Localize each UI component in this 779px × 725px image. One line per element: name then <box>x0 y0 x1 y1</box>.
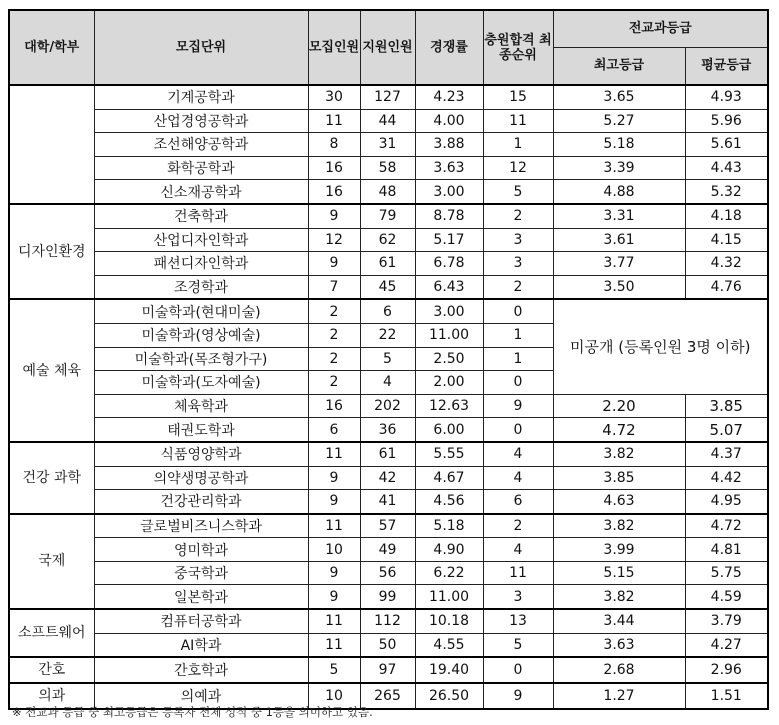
applicants-cell: 62 <box>360 228 415 252</box>
unit-cell: 영미학과 <box>94 538 308 562</box>
unit-cell: 조경학과 <box>94 275 308 299</box>
avg-grade-cell: 4.95 <box>685 490 768 514</box>
ratio-cell: 26.50 <box>415 683 483 709</box>
header-ratio: 경쟁률 <box>415 10 483 85</box>
avg-grade-cell: 3.85 <box>685 394 768 418</box>
quota-cell: 11 <box>308 442 360 466</box>
table-row <box>9 204 768 228</box>
applicants-cell: 202 <box>360 394 415 418</box>
unit-cell: 의약생명공학과 <box>94 466 308 490</box>
ratio-cell: 12.63 <box>415 394 483 418</box>
unit-cell: 기계공학과 <box>94 85 308 109</box>
quota-cell: 10 <box>308 683 360 709</box>
avg-grade-cell: 4.37 <box>685 442 768 466</box>
header-college: 대학/학부 <box>9 10 94 85</box>
applicants-cell: 22 <box>360 323 415 347</box>
applicants-cell: 265 <box>360 683 415 709</box>
ratio-cell: 6.78 <box>415 252 483 276</box>
quota-cell: 9 <box>308 466 360 490</box>
unit-cell: 건강관리학과 <box>94 490 308 514</box>
best-grade-cell: 4.72 <box>553 418 685 442</box>
ratio-cell: 5.55 <box>415 442 483 466</box>
college-cell: 건강 과학 <box>9 442 94 514</box>
unit-cell: 식품영양학과 <box>94 442 308 466</box>
rank-cell: 9 <box>483 683 553 709</box>
ratio-cell: 3.00 <box>415 299 483 323</box>
header-avg-grade: 평균등급 <box>685 47 768 85</box>
quota-cell: 11 <box>308 633 360 657</box>
ratio-cell: 4.00 <box>415 109 483 133</box>
applicants-cell: 6 <box>360 299 415 323</box>
applicants-cell: 57 <box>360 514 415 538</box>
ratio-cell: 5.18 <box>415 514 483 538</box>
avg-grade-cell: 4.59 <box>685 585 768 609</box>
avg-grade-cell: 5.75 <box>685 561 768 585</box>
applicants-cell: 61 <box>360 252 415 276</box>
best-grade-cell: 3.31 <box>553 204 685 228</box>
header-best-grade: 최고등급 <box>553 47 685 85</box>
college-cell: 의과 <box>9 683 94 709</box>
rank-cell: 0 <box>483 371 553 395</box>
college-cell: 소프트웨어 <box>9 609 94 657</box>
unit-cell: 컴퓨터공학과 <box>94 609 308 633</box>
ratio-cell: 19.40 <box>415 657 483 683</box>
applicants-cell: 49 <box>360 538 415 562</box>
applicants-cell: 42 <box>360 466 415 490</box>
rank-cell: 5 <box>483 180 553 204</box>
header-grade-group: 전교과등급 <box>553 10 768 47</box>
unit-cell: 태권도학과 <box>94 418 308 442</box>
header-quota: 모집인원 <box>308 10 360 85</box>
table-header <box>9 10 768 85</box>
applicants-cell: 58 <box>360 156 415 180</box>
best-grade-cell: 4.88 <box>553 180 685 204</box>
quota-cell: 2 <box>308 299 360 323</box>
applicants-cell: 112 <box>360 609 415 633</box>
table-row <box>9 490 768 514</box>
quota-cell: 8 <box>308 133 360 157</box>
rank-cell: 4 <box>483 442 553 466</box>
footnote: ※ 전교과 등급 중 최고등급은 등록자 전체 성적 중 1등을 의미하고 있음. <box>12 705 373 719</box>
applicants-cell: 36 <box>360 418 415 442</box>
table-row <box>9 252 768 276</box>
ratio-cell: 8.78 <box>415 204 483 228</box>
rank-cell: 0 <box>483 418 553 442</box>
table-row <box>9 538 768 562</box>
ratio-cell: 11.00 <box>415 323 483 347</box>
ratio-cell: 6.22 <box>415 561 483 585</box>
best-grade-cell: 3.44 <box>553 609 685 633</box>
best-grade-cell: 3.85 <box>553 466 685 490</box>
quota-cell: 2 <box>308 347 360 371</box>
ratio-cell: 4.23 <box>415 85 483 109</box>
applicants-cell: 44 <box>360 109 415 133</box>
quota-cell: 11 <box>308 514 360 538</box>
ratio-cell: 6.43 <box>415 275 483 299</box>
ratio-cell: 3.63 <box>415 156 483 180</box>
avg-grade-cell: 5.61 <box>685 133 768 157</box>
avg-grade-cell: 4.76 <box>685 275 768 299</box>
avg-grade-cell: 4.72 <box>685 514 768 538</box>
best-grade-cell: 3.65 <box>553 85 685 109</box>
applicants-cell: 45 <box>360 275 415 299</box>
unit-cell: 글로벌비즈니스학과 <box>94 514 308 538</box>
ratio-cell: 4.90 <box>415 538 483 562</box>
rank-cell: 6 <box>483 490 553 514</box>
quota-cell: 11 <box>308 609 360 633</box>
avg-grade-cell: 3.79 <box>685 609 768 633</box>
rank-cell: 15 <box>483 85 553 109</box>
best-grade-cell: 3.61 <box>553 228 685 252</box>
unit-cell: 미술학과(도자예술) <box>94 371 308 395</box>
table-row <box>9 180 768 204</box>
best-grade-cell: 1.27 <box>553 683 685 709</box>
college-cell: 예술 체육 <box>9 299 94 442</box>
best-grade-cell: 5.15 <box>553 561 685 585</box>
best-grade-cell: 3.82 <box>553 585 685 609</box>
applicants-cell: 56 <box>360 561 415 585</box>
table-row <box>9 228 768 252</box>
rank-cell: 3 <box>483 228 553 252</box>
college-cell: 국제 <box>9 514 94 609</box>
avg-grade-cell: 4.42 <box>685 466 768 490</box>
table-row <box>9 156 768 180</box>
table-row <box>9 609 768 633</box>
ratio-cell: 4.55 <box>415 633 483 657</box>
unit-cell: 신소재공학과 <box>94 180 308 204</box>
quota-cell: 9 <box>308 252 360 276</box>
avg-grade-cell: 4.81 <box>685 538 768 562</box>
unit-cell: 화학공학과 <box>94 156 308 180</box>
ratio-cell: 4.56 <box>415 490 483 514</box>
best-grade-cell: 3.99 <box>553 538 685 562</box>
quota-cell: 9 <box>308 490 360 514</box>
rank-cell: 2 <box>483 204 553 228</box>
header-unit: 모집단위 <box>94 10 308 85</box>
unit-cell: 중국학과 <box>94 561 308 585</box>
unit-cell: 의예과 <box>94 683 308 709</box>
admission-results-table <box>8 9 769 710</box>
header-applicants: 지원인원 <box>360 10 415 85</box>
best-grade-cell: 3.77 <box>553 252 685 276</box>
quota-cell: 6 <box>308 418 360 442</box>
best-grade-cell: 5.18 <box>553 133 685 157</box>
best-grade-cell: 3.39 <box>553 156 685 180</box>
ratio-cell: 6.00 <box>415 418 483 442</box>
table-row <box>9 109 768 133</box>
quota-cell: 5 <box>308 657 360 683</box>
table-row <box>9 85 768 109</box>
quota-cell: 9 <box>308 585 360 609</box>
applicants-cell: 99 <box>360 585 415 609</box>
quota-cell: 11 <box>308 109 360 133</box>
table-row <box>9 275 768 299</box>
college-cell: 간호 <box>9 657 94 683</box>
quota-cell: 16 <box>308 180 360 204</box>
table-row <box>9 442 768 466</box>
quota-cell: 9 <box>308 204 360 228</box>
applicants-cell: 41 <box>360 490 415 514</box>
unit-cell: 산업경영공학과 <box>94 109 308 133</box>
table-row <box>9 133 768 157</box>
table-row <box>9 585 768 609</box>
avg-grade-cell: 4.93 <box>685 85 768 109</box>
avg-grade-cell: 5.07 <box>685 418 768 442</box>
unit-cell: AI학과 <box>94 633 308 657</box>
rank-cell: 11 <box>483 109 553 133</box>
applicants-cell: 127 <box>360 85 415 109</box>
rank-cell: 5 <box>483 633 553 657</box>
ratio-cell: 10.18 <box>415 609 483 633</box>
avg-grade-cell: 4.18 <box>685 204 768 228</box>
quota-cell: 2 <box>308 323 360 347</box>
rank-cell: 2 <box>483 275 553 299</box>
avg-grade-cell: 5.32 <box>685 180 768 204</box>
best-grade-cell: 2.68 <box>553 657 685 683</box>
table-row <box>9 561 768 585</box>
table-row <box>9 299 768 323</box>
rank-cell: 1 <box>483 347 553 371</box>
unit-cell: 체육학과 <box>94 394 308 418</box>
rank-cell: 1 <box>483 323 553 347</box>
best-grade-cell: 3.50 <box>553 275 685 299</box>
table-row <box>9 633 768 657</box>
unit-cell: 조선해양공학과 <box>94 133 308 157</box>
table-row <box>9 418 768 442</box>
avg-grade-cell: 5.96 <box>685 109 768 133</box>
best-grade-cell: 5.27 <box>553 109 685 133</box>
avg-grade-cell: 1.51 <box>685 683 768 709</box>
table-row <box>9 657 768 683</box>
avg-grade-cell: 4.27 <box>685 633 768 657</box>
rank-cell: 1 <box>483 133 553 157</box>
quota-cell: 2 <box>308 371 360 395</box>
avg-grade-cell: 2.96 <box>685 657 768 683</box>
rank-cell: 9 <box>483 394 553 418</box>
applicants-cell: 79 <box>360 204 415 228</box>
applicants-cell: 31 <box>360 133 415 157</box>
unit-cell: 간호학과 <box>94 657 308 683</box>
table-row <box>9 394 768 418</box>
best-grade-cell: 3.82 <box>553 442 685 466</box>
unit-cell: 미술학과(현대미술) <box>94 299 308 323</box>
rank-cell: 3 <box>483 252 553 276</box>
best-grade-cell: 3.63 <box>553 633 685 657</box>
unit-cell: 건축학과 <box>94 204 308 228</box>
unit-cell: 일본학과 <box>94 585 308 609</box>
quota-cell: 9 <box>308 561 360 585</box>
rank-cell: 13 <box>483 609 553 633</box>
ratio-cell: 11.00 <box>415 585 483 609</box>
quota-cell: 16 <box>308 156 360 180</box>
college-cell: 디자인환경 <box>9 204 94 299</box>
rank-cell: 4 <box>483 466 553 490</box>
applicants-cell: 5 <box>360 347 415 371</box>
table-body <box>9 85 768 709</box>
quota-cell: 30 <box>308 85 360 109</box>
best-grade-cell: 2.20 <box>553 394 685 418</box>
applicants-cell: 61 <box>360 442 415 466</box>
rank-cell: 2 <box>483 514 553 538</box>
college-cell <box>9 85 94 204</box>
applicants-cell: 4 <box>360 371 415 395</box>
table-row <box>9 514 768 538</box>
quota-cell: 7 <box>308 275 360 299</box>
header-rank: 충원합격 최종순위 <box>483 10 553 85</box>
ratio-cell: 4.67 <box>415 466 483 490</box>
applicants-cell: 48 <box>360 180 415 204</box>
ratio-cell: 5.17 <box>415 228 483 252</box>
avg-grade-cell: 4.15 <box>685 228 768 252</box>
ratio-cell: 2.50 <box>415 347 483 371</box>
avg-grade-cell: 4.32 <box>685 252 768 276</box>
quota-cell: 16 <box>308 394 360 418</box>
best-grade-cell: 3.82 <box>553 514 685 538</box>
rank-cell: 3 <box>483 585 553 609</box>
rank-cell: 11 <box>483 561 553 585</box>
rank-cell: 0 <box>483 657 553 683</box>
quota-cell: 12 <box>308 228 360 252</box>
ratio-cell: 3.00 <box>415 180 483 204</box>
avg-grade-cell: 4.43 <box>685 156 768 180</box>
unit-cell: 패션디자인학과 <box>94 252 308 276</box>
best-grade-cell: 4.63 <box>553 490 685 514</box>
ratio-cell: 2.00 <box>415 371 483 395</box>
quota-cell: 10 <box>308 538 360 562</box>
undisclosed-grade-cell: 미공개 (등록인원 3명 이하) <box>553 299 768 394</box>
rank-cell: 0 <box>483 299 553 323</box>
unit-cell: 산업디자인학과 <box>94 228 308 252</box>
rank-cell: 4 <box>483 538 553 562</box>
unit-cell: 미술학과(목조형가구) <box>94 347 308 371</box>
ratio-cell: 3.88 <box>415 133 483 157</box>
table-row <box>9 466 768 490</box>
applicants-cell: 50 <box>360 633 415 657</box>
unit-cell: 미술학과(영상예술) <box>94 323 308 347</box>
rank-cell: 12 <box>483 156 553 180</box>
applicants-cell: 97 <box>360 657 415 683</box>
